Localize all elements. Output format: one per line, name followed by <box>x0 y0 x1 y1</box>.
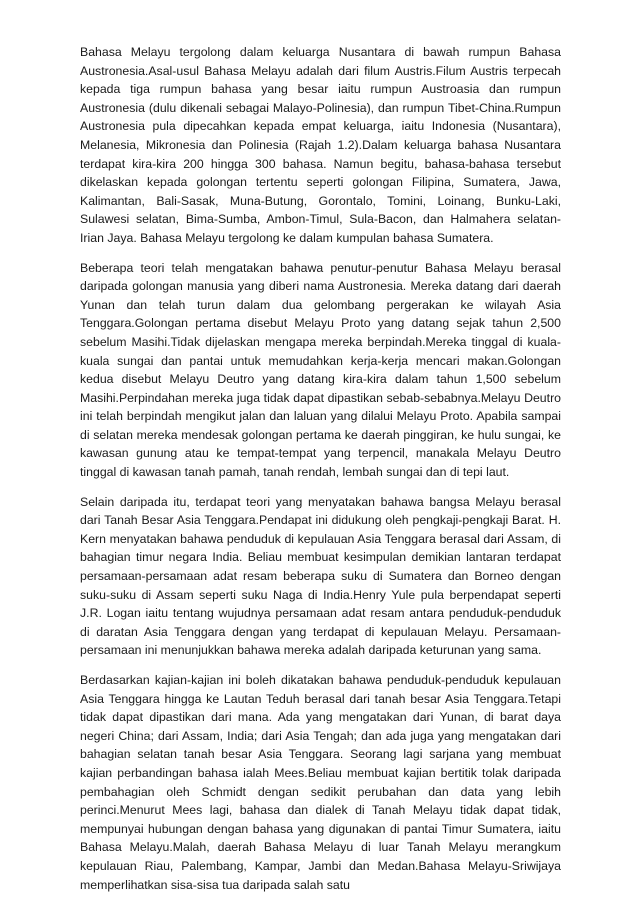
document-page <box>80 43 561 905</box>
paragraph-4: Berdasarkan kajian-kajian ini boleh dikatakan bahawa penduduk-penduduk kepulauan Asia Tenggara hingga ke Lautan Teduh berasal dari tanah besar Asia Tenggara.Tetapi tidak dapat dipastikan dari mana. Ada yang mengatakan dari Yunan, di barat daya negeri China; dari Assam, India; dari Asia Tengah; dan ada juga yang mengatakan dari bahagian selatan tanah besar Asia Tenggara. Seorang lagi sarjana yang membuat kajian perbandingan bahasa ialah Mees.Beliau membuat kajian bertitik tolak daripada pembahagian oleh Schmidt dengan sedikit perubahan dan data yang lebih perinci.Menurut Mees lagi, bahasa dan dialek di Tanah Melayu tidak dapat tidak, mempunyai hubungan dengan bahasa yang digunakan di pantai Timur Sumatera, iaitu Bahasa Melayu.Malah, daerah Bahasa Melayu di luar Tanah Melayu merangkum kepulauan Riau, Palembang, Kampar, Jambi dan Medan.Bahasa Melayu-Sriwijaya memperlihatkan sisa-sisa tua daripada salah satu <box>80 673 561 892</box>
paragraph-1: Bahasa Melayu tergolong dalam keluarga Nusantara di bawah rumpun Bahasa Austronesia.Asal-usul Bahasa Melayu adalah dari filum Austris.Filum Austris terpecah kepada tiga rumpun bahasa yang besar iaitu rumpun Austroasia dan rumpun Austronesia (dulu dikenali sebagai Malayo-Polinesia), dan rumpun Tibet-China.Rumpun Austronesia pula dipecahkan kepada empat keluarga, iaitu Indonesia (Nusantara), Melanesia, Mikronesia dan Polinesia (Rajah 1.2).Dalam keluarga bahasa Nusantara terdapat kira-kira 200 hingga 300 bahasa. Namun begitu, bahasa-bahasa tersebut dikelaskan kepada golongan tertentu seperti golongan Filipina, Sumatera, Jawa, Kalimantan, Bali-Sasak, Muna-Butung, Gorontalo, Tomini, Loinang, Bunku-Laki, Sulawesi selatan, Bima-Sumba, Ambon-Timul, Sula-Bacon, dan Halmahera selatan-Irian Jaya. Bahasa Melayu tergolong ke dalam kumpulan bahasa Sumatera. <box>80 45 561 245</box>
paragraph-3: Selain daripada itu, terdapat teori yang menyatakan bahawa bangsa Melayu berasal dari Tanah Besar Asia Tenggara.Pendapat ini didukung oleh pengkaji-pengkaji Barat. H. Kern menyatakan bahawa penduduk di kepulauan Asia Tenggara berasal dari Assam, di bahagian timur negara India. Beliau membuat kesimpulan demikian lantaran terdapat persamaan-persamaan adat resam beberapa suku di Sumatera dan Borneo dengan suku-suku di Assam seperti suku Naga di India.Henry Yule pula berpendapat seperti J.R. Logan iaitu tentang wujudnya persamaan adat resam antara penduduk-penduduk di daratan Asia Tenggara dengan yang terdapat di kepulauan Melayu. Persamaan-persamaan ini menunjukkan bahawa mereka adalah daripada keturunan yang sama. <box>80 494 561 658</box>
paragraph-2: Beberapa teori telah mengatakan bahawa penutur-penutur Bahasa Melayu berasal daripada golongan manusia yang diberi nama Austronesia. Mereka datang dari daerah Yunan dan telah turun dalam dua gelombang pergerakan ke wilayah Asia Tenggara.Golongan pertama disebut Melayu Proto yang datang sejak tahun 2,500 sebelum Masihi.Tidak dijelaskan mengapa mereka berpindah.Mereka tinggal di kuala-kuala sungai dan pantai untuk memudahkan kerja-kerja mencari makan.Golongan kedua disebut Melayu Deutro yang datang kira-kira dalam tahun 1,500 sebelum Masihi.Perpindahan mereka juga tidak dapat dipastikan sebab-sebabnya.Melayu Deutro ini telah berpindah mengikut jalan dan laluan yang dilalui Melayu Proto. Apabila sampai di selatan mereka mendesak golongan pertama ke daerah pinggiran, ke hulu sungai, ke kawasan gunung atau ke tempat-tempat yang terpencil, manakala Melayu Deutro tinggal di kawasan tanah pamah, tanah rendah, lembah sungai dan di tepi laut. <box>80 260 561 480</box>
